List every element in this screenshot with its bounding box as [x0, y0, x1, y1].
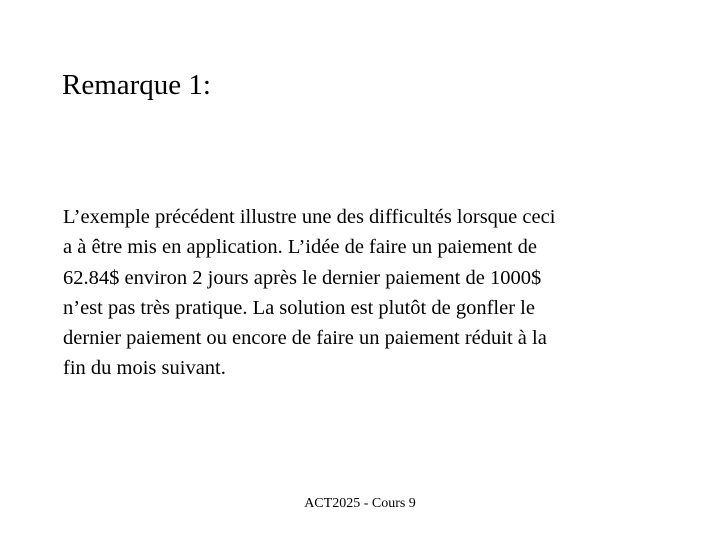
slide-title: Remarque 1:: [62, 69, 211, 101]
body-line-3: 62.84$ environ 2 jours après le dernier paiement de 1000$: [63, 266, 542, 289]
body-line-2: a à être mis en application. L’idée de faire un paiement de: [63, 236, 537, 259]
body-line-1: L’exemple précédent illustre une des difficultés lorsque ceci: [63, 206, 556, 228]
body-line-5: dernier paiement ou encore de faire un paiement réduit à la: [63, 327, 547, 350]
body-line-4: n’est pas très pratique. La solution est plutôt de gonfler le: [63, 296, 535, 319]
slide-footer: ACT2025 - Cours 9: [304, 496, 416, 511]
slide-body-text: [63, 202, 663, 384]
body-line-6: fin du mois suivant.: [63, 357, 226, 380]
